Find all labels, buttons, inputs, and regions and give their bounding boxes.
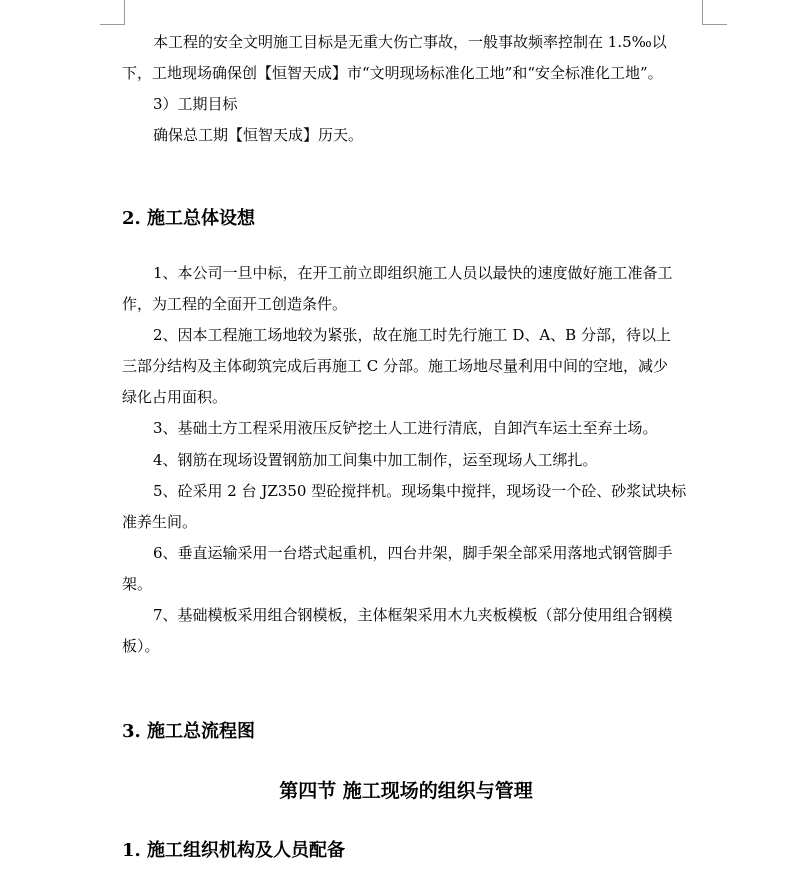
item-7-line-1: 7、基础模板采用组合钢模板，主体框架采用木九夹板模板（部分使用组合钢模 [153, 606, 673, 624]
section-3-heading: 3. 施工总流程图 [122, 721, 256, 742]
section-2-heading: 2. 施工总体设想 [122, 208, 256, 229]
item-6-line-2: 架。 [122, 575, 153, 593]
item-3-line-1: 3、基础土方工程采用液压反铲挖土人工进行清底，自卸汽车运土至弃土场。 [153, 419, 658, 437]
item-7-line-2: 板）。 [122, 637, 160, 655]
schedule-goal-heading: 3）工期目标 [153, 95, 238, 113]
crop-mark-right [702, 0, 727, 25]
schedule-goal-text: 确保总工期【恒智天成】历天。 [153, 126, 364, 144]
item-5-line-1: 5、砼采用 2 台 JZ350 型砼搅拌机。现场集中搅拌，现场设一个砼、砂浆试块标 [153, 482, 687, 500]
safety-goal-line-2: 下，工地现场确保创【恒智天成】市“文明现场标准化工地”和“安全标准化工地”。 [122, 64, 663, 82]
safety-goal-line-1: 本工程的安全文明施工目标是无重大伤亡事故，一般事故频率控制在 1.5‰以 [153, 33, 667, 51]
item-2-line-2: 三部分结构及主体砌筑完成后再施工 C 分部。施工场地尽量利用中间的空地，减少 [122, 357, 669, 375]
item-1-line-2: 作，为工程的全面开工创造条件。 [122, 295, 348, 313]
item-2-line-1: 2、因本工程施工场地较为紧张，故在施工时先行施工 D、A、B 分部，待以上 [153, 326, 671, 344]
item-5-line-2: 准养生间。 [122, 513, 198, 531]
item-6-line-1: 6、垂直运输采用一台塔式起重机，四台井架，脚手架全部采用落地式钢管脚手 [153, 544, 673, 562]
subsection-1-heading: 1. 施工组织机构及人员配备 [122, 840, 346, 861]
chapter-4-title: 第四节 施工现场的组织与管理 [279, 780, 533, 802]
item-4-line-1: 4、钢筋在现场设置钢筋加工间集中加工制作，运至现场人工绑扎。 [153, 451, 598, 469]
crop-mark-left [100, 0, 125, 25]
item-1-line-1: 1、本公司一旦中标，在开工前立即组织施工人员以最快的速度做好施工准备工 [153, 264, 673, 282]
item-2-line-3: 绿化占用面积。 [122, 388, 228, 406]
